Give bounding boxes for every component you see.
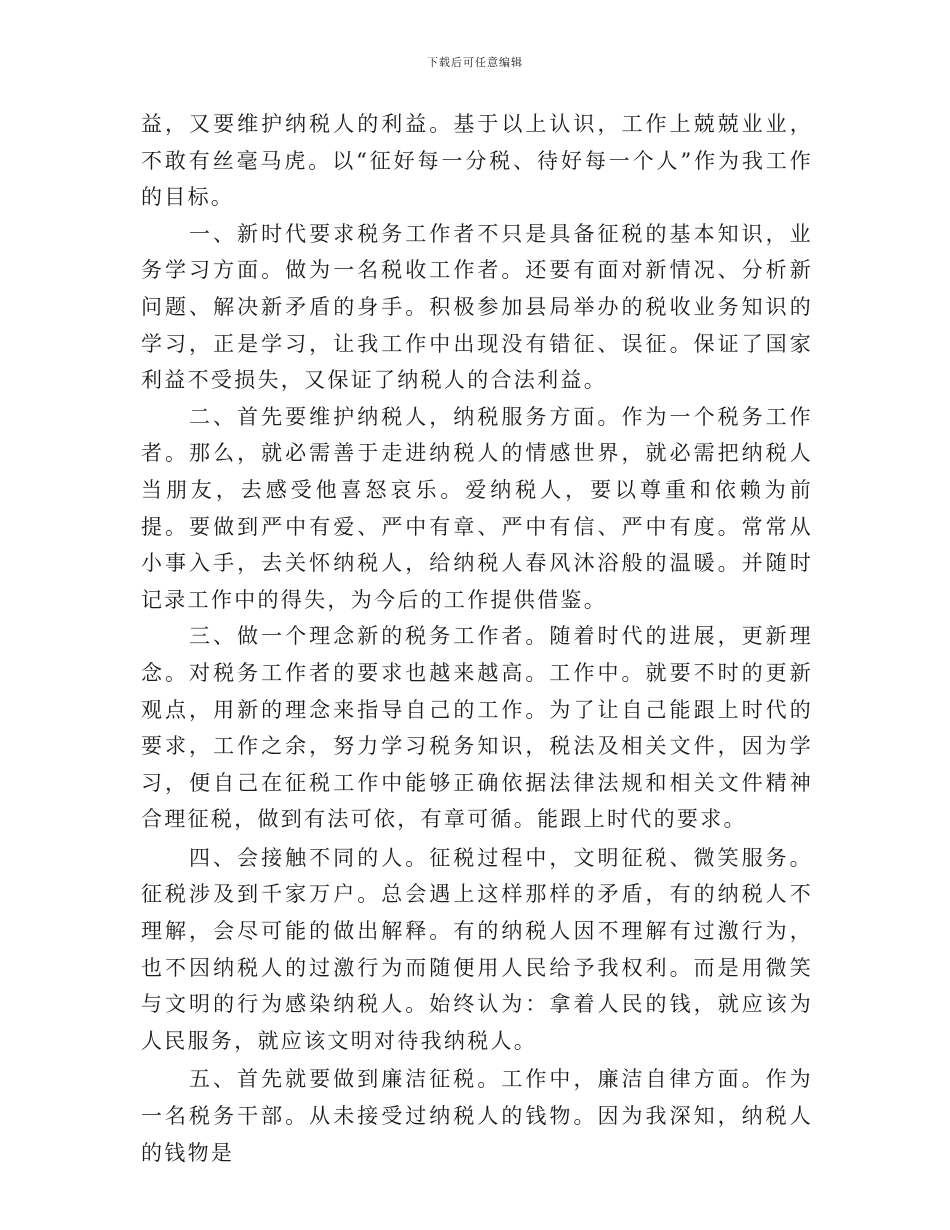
paragraph-section-5: 五、首先就要做到廉洁征税。工作中，廉洁自律方面。作为一名税务干部。从未接受过纳税人的钱物。因为我深知，纳税人的钱物是 (141, 1067, 813, 1165)
paragraph-section-3: 三、做一个理念新的税务工作者。随着时代的进展，更新理念。对税务工作者的要求也越来越高。工作中。就要不时的更新观点，用新的理念来指导自己的工作。为了让自己能跟上时代的要求，工作之余，努力学习税务知识，税法及相关文件，因为学习，便自己在征税工作中能够正确依据法律法规和相关文件精神合理征税，做到有法可依，有章可循。能跟上时代的要求。 (141, 624, 813, 832)
document-body (141, 106, 813, 1171)
page-header: 下载后可任意编辑 (427, 56, 523, 69)
paragraph-section-2: 二、首先要维护纳税人，纳税服务方面。作为一个税务工作者。那么，就必需善于走进纳税人的情感世界，就必需把纳税人当朋友，去感受他喜怒哀乐。爱纳税人，要以尊重和依赖为前提。要做到严中有爱、严中有章、严中有信、严中有度。常常从小事入手，去关怀纳税人，给纳税人春风沐浴般的温暖。并随时记录工作中的得失，为今后的工作提供借鉴。 (141, 404, 813, 612)
paragraph-section-1: 一、新时代要求税务工作者不只是具备征税的基本知识，业务学习方面。做为一名税收工作者。还要有面对新情况、分析新问题、解决新矛盾的身手。积极参加县局举办的税收业务知识的学习，正是学习，让我工作中出现没有错征、误征。保证了国家利益不受损失，又保证了纳税人的合法利益。 (141, 221, 813, 393)
paragraph-section-4: 四、会接触不同的人。征税过程中，文明征税、微笑服务。征税涉及到千家万户。总会遇上这样那样的矛盾，有的纳税人不理解，会尽可能的做出解释。有的纳税人因不理解有过激行为，也不因纳税人的过激行为而随便用人民给予我权利。而是用微笑与文明的行为感染纳税人。始终认为：拿着人民的钱，就应该为人民服务，就应该文明对待我纳税人。 (141, 845, 813, 1053)
paragraph-continuation: 益，又要维护纳税人的利益。基于以上认识，工作上兢兢业业，不敢有丝毫马虎。以“征好每一分税、待好每一个人”作为我工作的目标。 (141, 112, 813, 210)
